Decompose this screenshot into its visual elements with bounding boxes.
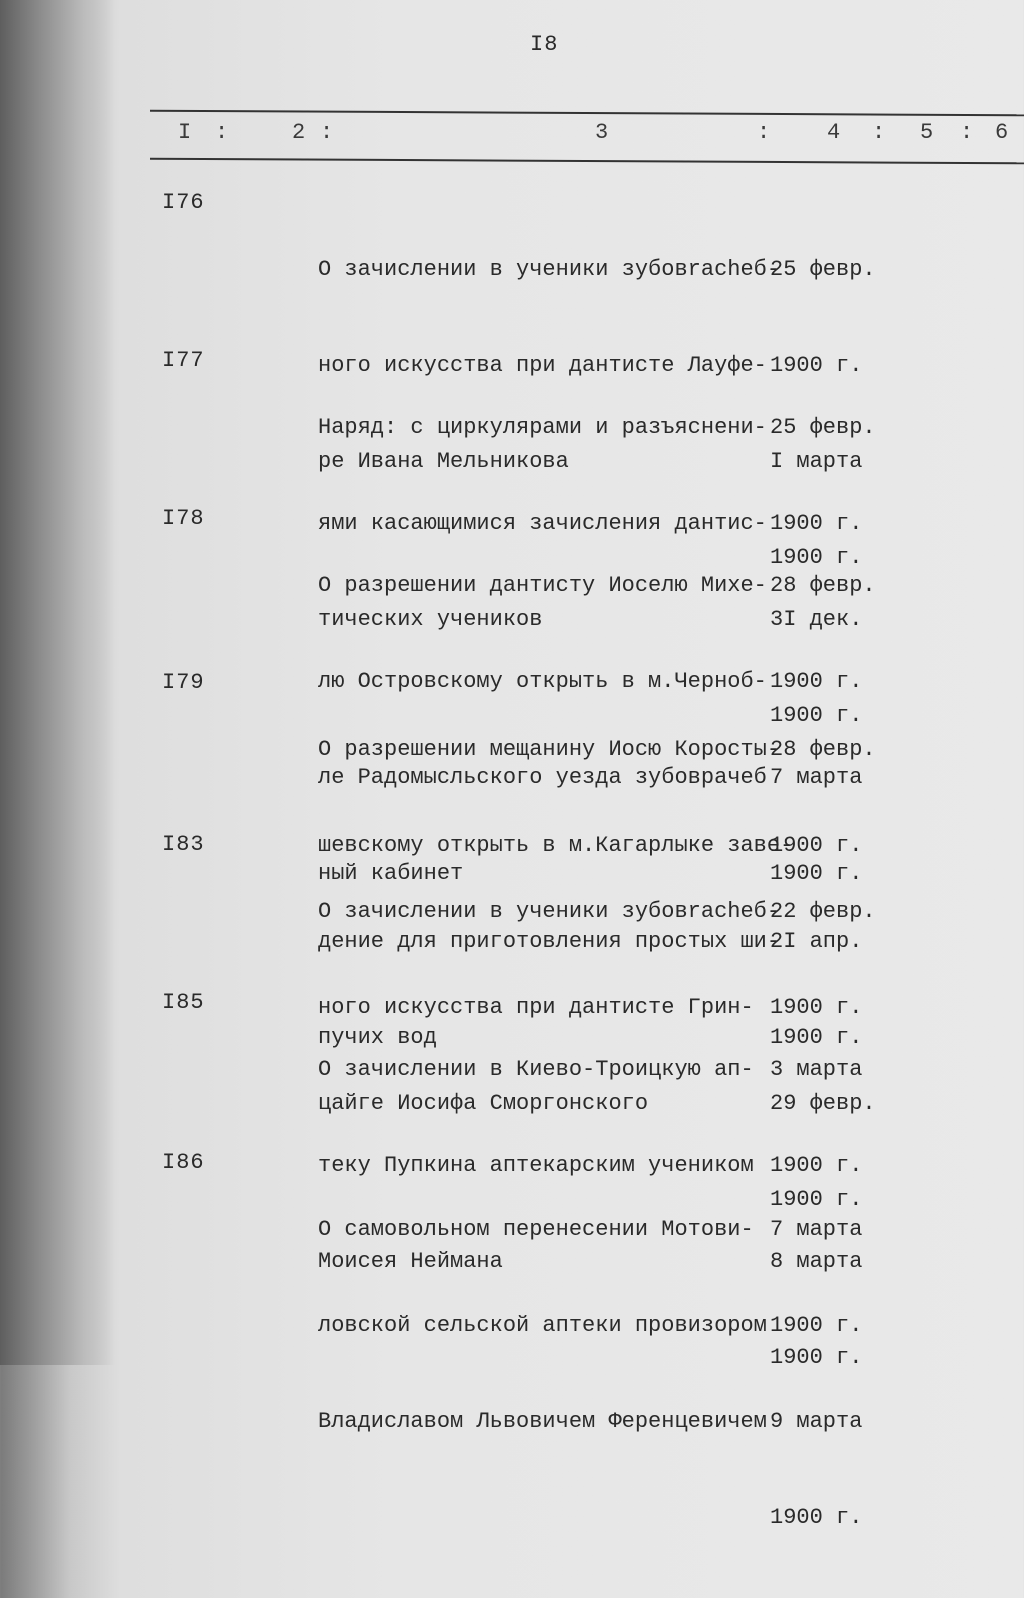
description-line: ный кабинет [318, 861, 464, 886]
description-line: дение для приготовления простых ши- [318, 929, 781, 954]
date-end: 2I апр. [770, 929, 863, 954]
date-start-year: 1900 г. [770, 833, 863, 858]
date-start: 25 февр. [770, 415, 876, 440]
date-end: 29 февр. [770, 1091, 876, 1116]
description-line: цайге Иосифа Сморгонского [318, 1091, 649, 1116]
column-header-2: 2 [292, 120, 306, 145]
date-start-year: 1900 г. [770, 995, 863, 1020]
description-line: теку Пупкина аптекарским учеником [318, 1153, 754, 1178]
description-line: лю Островскому открыть в м.Черноб- [318, 669, 767, 694]
description-line: ями касающимися зачисления дантис- [318, 511, 767, 536]
table-header-rule-top [150, 110, 1024, 117]
date-start-year: 1900 г. [770, 1313, 863, 1338]
description-line: Владиславом Львовичем Ференцевичем [318, 1409, 767, 1434]
date-end: I марта [770, 449, 863, 474]
date-end: 7 марта [770, 765, 863, 790]
entry-number: I86 [162, 1150, 205, 1175]
date-end: 8 марта [770, 1249, 863, 1274]
date-start: 7 марта [770, 1217, 863, 1242]
date-end: 9 марта [770, 1409, 863, 1434]
entry-number: I76 [162, 190, 205, 215]
page-number: I8 [530, 32, 559, 57]
column-separator: : [960, 120, 974, 145]
date-end-year: 1900 г. [770, 703, 863, 728]
date-end-year: 1900 г. [770, 861, 863, 886]
description-line: ного искусства при дантисте Лауфе- [318, 353, 767, 378]
column-separator: : [215, 120, 229, 145]
column-header-1: I [178, 120, 192, 145]
description-line: О разрешении дантисту Иоселю Михе- [318, 573, 767, 598]
date-start: 28 февр. [770, 573, 876, 598]
column-header-4: 4 [827, 120, 841, 145]
description-line: ле Радомысльского уезда зубоврачеб [318, 765, 767, 790]
entry-number: I78 [162, 506, 205, 531]
description-line: тических учеников [318, 607, 543, 632]
description-line: Наряд: с циркулярами и разъяснени- [318, 415, 767, 440]
description-line: О зачислении в ученики зубовracheб- [318, 899, 781, 924]
entry-number: I85 [162, 990, 205, 1015]
column-header-3: 3 [595, 120, 609, 145]
date-end-year: 1900 г. [770, 1345, 863, 1370]
description-line: О разрешении мещанину Иосю Коросты- [318, 737, 781, 762]
table-row [0, 1150, 1024, 1530]
date-end-year: 1900 г. [770, 1505, 863, 1530]
date-end: 3I дек. [770, 607, 863, 632]
column-header-5: 5 [920, 120, 934, 145]
description-line: шевскому открыть в м.Кагарлыке заве- [318, 833, 794, 858]
entry-number: I77 [162, 348, 205, 373]
description-line: ного искусства при дантисте Грин- [318, 995, 754, 1020]
description-line: О зачислении в Киево-Троицкую ап- [318, 1057, 754, 1082]
date-start-year: 1900 г. [770, 353, 863, 378]
description-line: О самовольном перенесении Мотови- [318, 1217, 754, 1242]
entry-number: I79 [162, 670, 205, 695]
description-line: ре Ивана Мельникова [318, 449, 569, 474]
description-line: пучих вод [318, 1025, 437, 1050]
table-header-rule-bottom [150, 158, 1024, 165]
column-separator: : [872, 120, 886, 145]
column-separator: : [320, 120, 334, 145]
date-start-year: 1900 г. [770, 1153, 863, 1178]
date-end-year: 1900 г. [770, 545, 863, 570]
date-end-year: 1900 г. [770, 1187, 863, 1212]
date-start: 22 февр. [770, 899, 876, 924]
entry-description [318, 1150, 778, 1502]
date-end-year: 1900 г. [770, 1025, 863, 1050]
description-line: ловской сельской аптеки провизором [318, 1313, 767, 1338]
entry-dates [770, 1150, 900, 1598]
description-line: О зачислении в ученики зубовracheб- [318, 257, 781, 282]
date-start-year: 1900 г. [770, 669, 863, 694]
description-line: Моисея Неймана [318, 1249, 503, 1274]
date-start-year: 1900 г. [770, 511, 863, 536]
column-header-6: 6 [995, 120, 1009, 145]
column-separator: : [757, 120, 771, 145]
entry-number: I83 [162, 832, 205, 857]
date-start: 25 февр. [770, 257, 876, 282]
date-start: 3 марта [770, 1057, 863, 1082]
date-start: 28 февр. [770, 737, 876, 762]
